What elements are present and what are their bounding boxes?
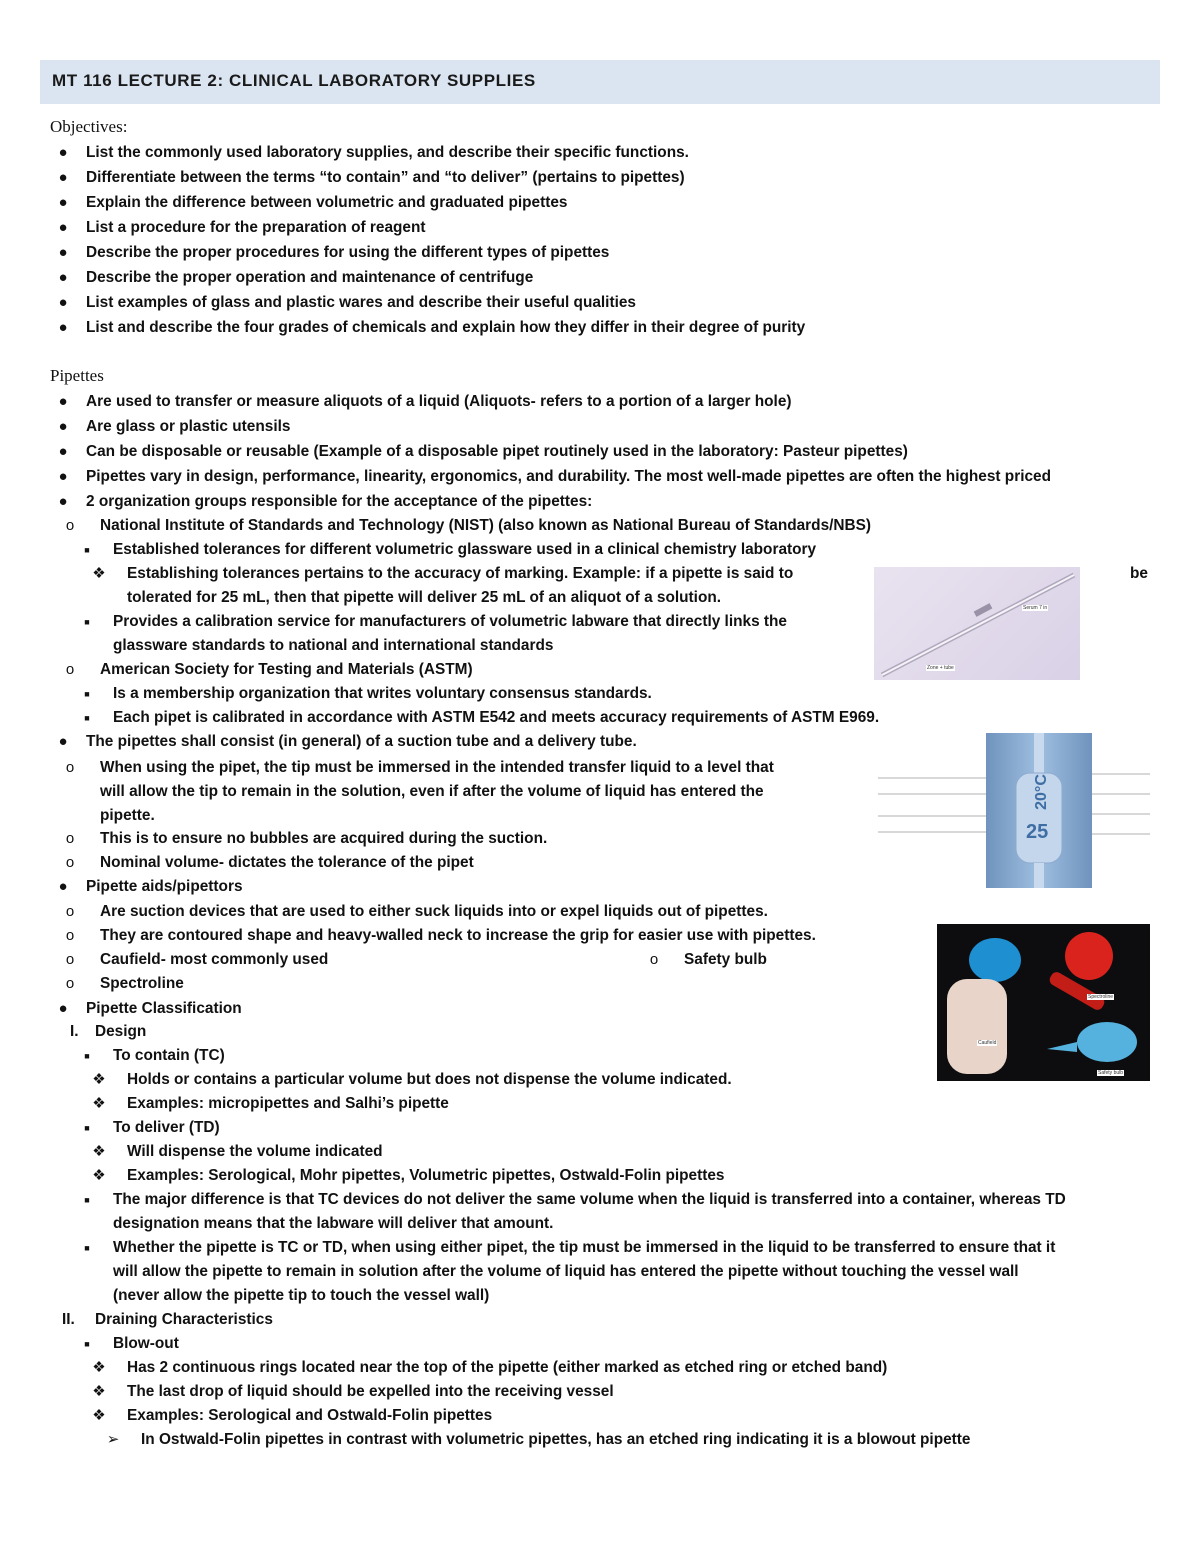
square-bullet-icon: ■ (84, 1195, 90, 1205)
volumetric-big-number: 25 (1026, 821, 1049, 843)
list-item: Can be disposable or reusable (Example of a disposable pipet routinely used in the laboratory: Pasteur pipettes) (86, 443, 908, 460)
volumetric-callout-lines (878, 750, 1158, 870)
list-item: pipette. (100, 807, 155, 824)
list-item: List and describe the four grades of chemicals and explain how they differ in their degree of purity (86, 319, 806, 336)
diamond-bullet-icon: ❖ (92, 1095, 106, 1112)
bullet-icon: ● (58, 219, 68, 236)
square-bullet-icon: ■ (84, 1243, 90, 1253)
square-bullet-icon: ■ (84, 713, 90, 723)
bullet-icon: ● (58, 493, 68, 510)
list-item: Each pipet is calibrated in accordance with ASTM E542 and meets accuracy requirements of ASTM E969. (113, 709, 880, 726)
list-item: will allow the tip to remain in the solution, even if after the volume of liquid has entered the (100, 783, 764, 800)
bulb-label-safety: Safety bulb (1098, 1070, 1124, 1076)
list-item: The last drop of liquid should be expelled into the receiving vessel (127, 1383, 614, 1400)
bullet-icon: ● (58, 468, 68, 485)
list-item: They are contoured shape and heavy-walled neck to increase the grip for easier use with pipettes. (100, 927, 816, 944)
list-item: Are used to transfer or measure aliquots of a liquid (Aliquots- refers to a portion of a larger hole) (86, 393, 792, 410)
list-item: List examples of glass and plastic wares and describe their useful qualities (86, 294, 636, 311)
circle-bullet-icon: o (649, 951, 659, 968)
document-header (40, 60, 1160, 104)
bullet-icon: ● (58, 733, 68, 750)
pipette-bulbs-illustration (937, 924, 1150, 1081)
list-item: The major difference is that TC devices do not deliver the same volume when the liquid is transferred into a container, whereas TD (113, 1191, 1066, 1208)
circle-bullet-icon: o (65, 854, 75, 871)
list-item: Design (95, 1023, 147, 1040)
list-item: Draining Characteristics (95, 1311, 273, 1328)
bullet-icon: ● (58, 393, 68, 410)
bullet-icon: ● (58, 269, 68, 286)
bullet-icon: ● (58, 418, 68, 435)
pipette-illustration (874, 567, 1080, 680)
circle-bullet-icon: o (65, 903, 75, 920)
circle-bullet-icon: o (65, 927, 75, 944)
list-item: Provides a calibration service for manufacturers of volumetric labware that directly links the (113, 613, 787, 630)
list-item: Pipettes vary in design, performance, linearity, ergonomics, and durability. The most well-made pipettes are often the highest priced (86, 468, 1051, 485)
circle-bullet-icon: o (65, 517, 75, 534)
list-item: Examples: Serological and Ostwald-Folin pipettes (127, 1407, 493, 1424)
list-item: To contain (TC) (113, 1047, 225, 1064)
list-item: Are glass or plastic utensils (86, 418, 291, 435)
list-item: Holds or contains a particular volume but does not dispense the volume indicated. (127, 1071, 732, 1088)
circle-bullet-icon: o (65, 830, 75, 847)
list-item: (never allow the pipette tip to touch the vessel wall) (113, 1287, 490, 1304)
list-item: Safety bulb (684, 951, 767, 968)
square-bullet-icon: ■ (84, 1339, 90, 1349)
diamond-bullet-icon: ❖ (92, 1383, 106, 1400)
list-item: This is to ensure no bubbles are acquired during the suction. (100, 830, 548, 847)
list-item: Describe the proper procedures for using the different types of pipettes (86, 244, 610, 261)
pipette-bulbs-photo (937, 924, 1150, 1081)
circle-bullet-icon: o (65, 661, 75, 678)
bullet-icon: ● (58, 1000, 68, 1017)
list-item: Blow-out (113, 1335, 179, 1352)
pipette-photo-label: Zone + tube (927, 665, 954, 671)
list-item: Establishing tolerances pertains to the accuracy of marking. Example: if a pipette is said to (127, 565, 794, 582)
pipette-photo-label: Serum 7 in (1023, 605, 1048, 611)
list-item: Examples: micropipettes and Salhi’s pipette (127, 1095, 449, 1112)
circle-bullet-icon: o (65, 759, 75, 776)
arrow-bullet-icon: ➢ (106, 1431, 120, 1448)
circle-bullet-icon: o (65, 951, 75, 968)
diamond-bullet-icon: ❖ (92, 565, 106, 582)
circle-bullet-icon: o (65, 975, 75, 992)
diamond-bullet-icon: ❖ (92, 1143, 106, 1160)
list-item: National Institute of Standards and Technology (NIST) (also known as National Bureau of Standards/NBS) (100, 517, 872, 534)
list-item: will allow the pipette to remain in solution after the volume of liquid has entered the pipette without touching the vessel wall (113, 1263, 1019, 1280)
square-bullet-icon: ■ (84, 545, 90, 555)
list-item: Explain the difference between volumetric and graduated pipettes (86, 194, 568, 211)
list-item: 2 organization groups responsible for the acceptance of the pipettes: (86, 493, 593, 510)
list-item: Nominal volume- dictates the tolerance of the pipet (100, 854, 474, 871)
roman-numeral: I. (70, 1023, 79, 1040)
pipettes-heading: Pipettes (50, 366, 104, 385)
bullet-icon: ● (58, 144, 68, 161)
list-item: Is a membership organization that writes voluntary consensus standards. (113, 685, 652, 702)
bulb-label-caufield: Caufield (978, 1040, 997, 1046)
list-item: designation means that the labware will deliver that amount. (113, 1215, 554, 1232)
list-item: Has 2 continuous rings located near the top of the pipette (either marked as etched ring or etched band) (127, 1359, 888, 1376)
list-item: Caufield- most commonly used (100, 951, 329, 968)
square-bullet-icon: ■ (84, 689, 90, 699)
bulb-label-spectroline: Spectroline (1088, 994, 1114, 1000)
list-item: List the commonly used laboratory supplies, and describe their specific functions. (86, 144, 689, 161)
list-item: Whether the pipette is TC or TD, when using either pipet, the tip must be immersed in the liquid to be transferred to ensure that it (113, 1239, 1056, 1256)
list-item: Spectroline (100, 975, 184, 992)
volumetric-vertical-number: 20°C (1032, 774, 1050, 810)
bullet-icon: ● (58, 319, 68, 336)
list-item: Will dispense the volume indicated (127, 1143, 383, 1160)
pipette-photo (874, 567, 1080, 680)
diamond-bullet-icon: ❖ (92, 1407, 106, 1424)
list-item: The pipettes shall consist (in general) of a suction tube and a delivery tube. (86, 733, 637, 750)
bullet-icon: ● (58, 878, 68, 895)
list-item: To deliver (TD) (113, 1119, 220, 1136)
list-item: Examples: Serological, Mohr pipettes, Volumetric pipettes, Ostwald-Folin pipettes (127, 1167, 725, 1184)
list-item: glassware standards to national and international standards (113, 637, 554, 654)
roman-numeral: II. (62, 1311, 75, 1328)
list-item: American Society for Testing and Materials (ASTM) (100, 661, 473, 678)
list-item: tolerated for 25 mL, then that pipette will deliver 25 mL of an aliquot of a solution. (127, 589, 722, 606)
list-item: Pipette Classification (86, 1000, 242, 1017)
list-item: When using the pipet, the tip must be immersed in the intended transfer liquid to a level that (100, 759, 774, 776)
bullet-icon: ● (58, 443, 68, 460)
objectives-heading: Objectives: (50, 117, 128, 136)
diamond-bullet-icon: ❖ (92, 1071, 106, 1088)
list-item: Pipette aids/pipettors (86, 878, 243, 895)
document-title: MT 116 LECTURE 2: CLINICAL LABORATORY SUPPLIES (52, 71, 536, 90)
square-bullet-icon: ■ (84, 617, 90, 627)
square-bullet-icon: ■ (84, 1123, 90, 1133)
list-item: In Ostwald-Folin pipettes in contrast with volumetric pipettes, has an etched ring indicating it is a blowout pipette (141, 1431, 971, 1448)
list-item: List a procedure for the preparation of reagent (86, 219, 426, 236)
bullet-icon: ● (58, 169, 68, 186)
bullet-icon: ● (58, 244, 68, 261)
list-item: Are suction devices that are used to either suck liquids into or expel liquids out of pipettes. (100, 903, 768, 920)
square-bullet-icon: ■ (84, 1051, 90, 1061)
diamond-bullet-icon: ❖ (92, 1359, 106, 1376)
list-item: Differentiate between the terms “to contain” and “to deliver” (pertains to pipettes) (86, 169, 685, 186)
bullet-icon: ● (58, 194, 68, 211)
diamond-bullet-icon: ❖ (92, 1167, 106, 1184)
list-item: Established tolerances for different volumetric glassware used in a clinical chemistry laboratory (113, 541, 817, 558)
list-item: be (1130, 565, 1148, 582)
list-item: Describe the proper operation and maintenance of centrifuge (86, 269, 534, 286)
bullet-icon: ● (58, 294, 68, 311)
